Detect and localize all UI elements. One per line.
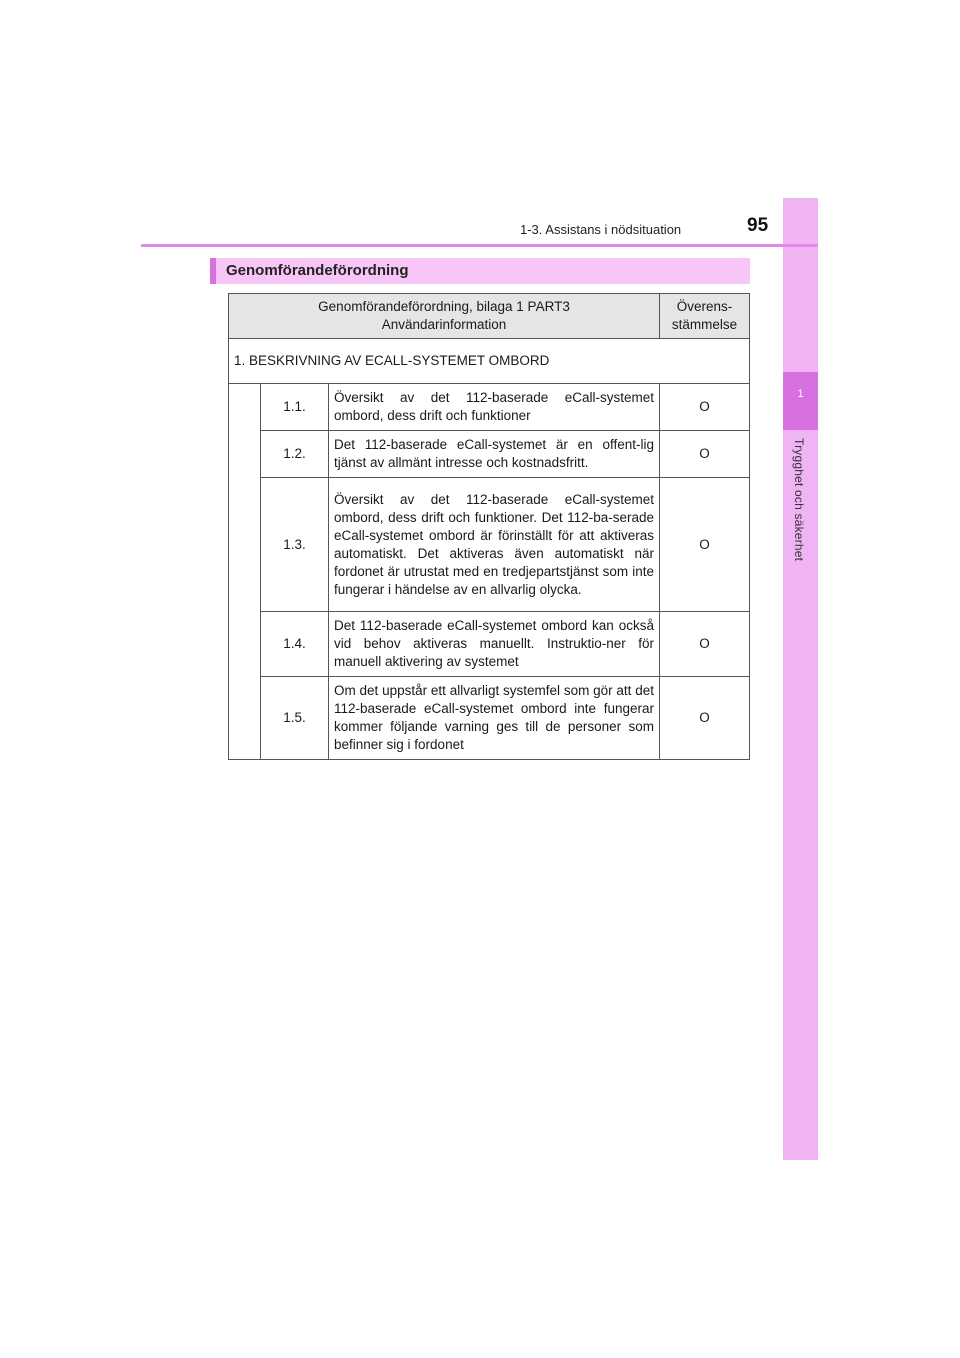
row-conformity: O <box>660 478 750 612</box>
page-number: 95 <box>747 215 769 236</box>
header-rule <box>141 244 818 247</box>
chapter-number: 1 <box>797 388 804 400</box>
table-row <box>229 384 750 431</box>
section-row-label: 1. BESKRIVNING AV ECALL-SYSTEMET OMBORD <box>229 339 750 384</box>
running-header-section: 1-3. Assistans i nödsituation <box>520 222 682 237</box>
row-number: 1.1. <box>261 384 329 431</box>
indent-cell <box>229 384 261 760</box>
chapter-side-tab <box>783 198 818 1160</box>
section-title: Genomförandeförordning <box>226 262 409 279</box>
table-row <box>229 431 750 478</box>
row-conformity: O <box>660 677 750 760</box>
chapter-title: Trygghet och säkerhet <box>792 438 806 562</box>
table-row <box>229 612 750 677</box>
table-section-row <box>229 339 750 384</box>
header-conformity: Överens- stämmelse <box>660 294 750 339</box>
row-number: 1.5. <box>261 677 329 760</box>
row-conformity: O <box>660 612 750 677</box>
row-number: 1.3. <box>261 478 329 612</box>
row-text: Om det uppstår ett allvarligt systemfel som gör att det 112-baserade eCall-systemet ombord inte fungerar kommer följande varning ges till de personer som befinner sig i fordonet <box>329 677 660 760</box>
section-heading-bar <box>210 258 750 284</box>
row-text: Översikt av det 112-baserade eCall-systemet ombord, dess drift och funktioner <box>329 384 660 431</box>
table-header-row <box>229 294 750 339</box>
row-conformity: O <box>660 384 750 431</box>
row-number: 1.2. <box>261 431 329 478</box>
row-conformity: O <box>660 431 750 478</box>
header-regulation: Genomförandeförordning, bilaga 1 PART3 Användarinformation <box>229 294 660 339</box>
table-row <box>229 677 750 760</box>
row-number: 1.4. <box>261 612 329 677</box>
row-text: Det 112-baserade eCall-systemet ombord kan också vid behov aktiveras manuellt. Instruktio-ner för manuell aktivering av systemet <box>329 612 660 677</box>
row-text: Översikt av det 112-baserade eCall-systemet ombord, dess drift och funktioner. Det 112-ba-serade eCall-systemet ombord är förinställt för att aktiveras automatiskt. Det aktiveras även automatiskt när fordonet är utrustat med en tredjepartstjänst som inte fungerar i händelse av en allvarlig olycka. <box>329 478 660 612</box>
table-row <box>229 478 750 612</box>
active-chapter-marker <box>783 372 818 430</box>
row-text: Det 112-baserade eCall-systemet är en offent-lig tjänst av allmänt intresse och kostnadsfritt. <box>329 431 660 478</box>
conformity-table <box>228 293 750 760</box>
